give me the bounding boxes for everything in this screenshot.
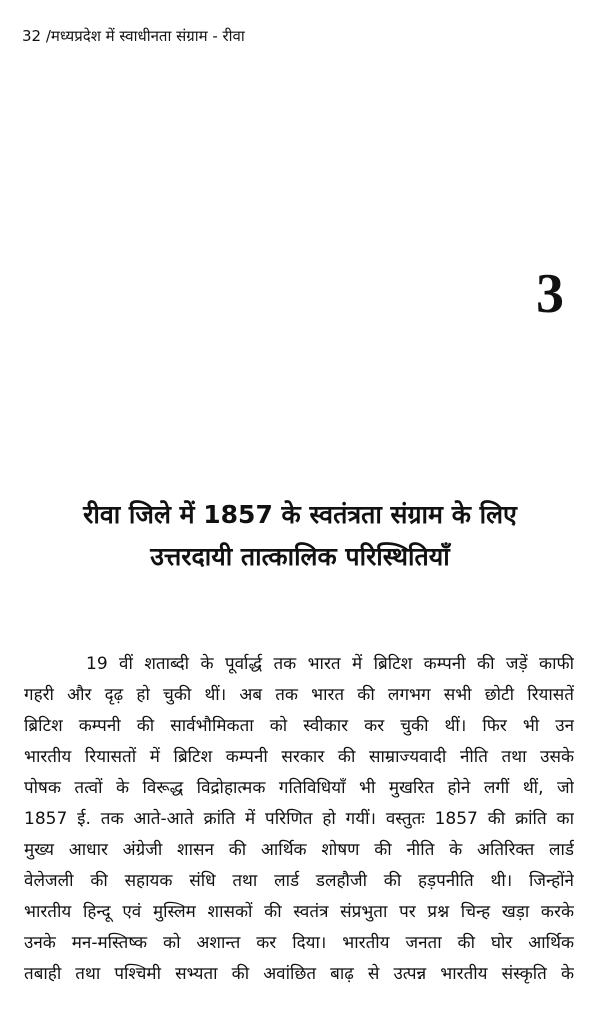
chapter-title-line: उत्तरदायी तात्कालिक परिस्थितियाँ: [150, 542, 450, 571]
chapter-title: [0, 494, 600, 578]
paragraph-line: मुख्य आधार अंग्रेजी शासन की आर्थिक शोषण की नीति के अतिरिक्त लार्ड: [24, 840, 574, 860]
chapter-number: 3: [536, 263, 564, 325]
paragraph-line: उनके मन-मस्तिष्क को अशान्त कर दिया। भारतीय जनता की घोर आर्थिक: [24, 933, 574, 953]
paragraph-line: पोषक तत्वों के विरूद्ध विद्रोहात्मक गतिविधियाँ भी मुखरित होने लगीं थीं, जो: [24, 778, 574, 798]
paragraph-line: भारतीय हिन्दू एवं मुस्लिम शासकों की स्वतंत्र संप्रभुता पर प्रश्न चिन्ह खड़ा करके: [24, 902, 574, 922]
chapter-title-line: रीवा जिले में 1857 के स्वतंत्रता संग्राम के लिए: [83, 500, 517, 529]
paragraph-line: तबाही तथा पश्चिमी सभ्यता की अवांछित बाढ़ से उत्पन्न भारतीय संस्कृति के: [24, 964, 574, 984]
paragraph-line: वेलेजली की सहायक संधि तथा लार्ड डलहौजी की हड़पनीति थी। जिन्होंने: [24, 871, 574, 891]
paragraph-line: ब्रिटिश कम्पनी की सार्वभौमिकता को स्वीकार कर चुकी थीं। फिर भी उन: [24, 716, 574, 736]
paragraph-line: 1857 ई. तक आते-आते क्रांति में परिणित हो गयीं। वस्तुतः 1857 की क्रांति का: [24, 809, 574, 829]
body-paragraph: [24, 649, 574, 990]
paragraph-line: भारतीय रियासतों में ब्रिटिश कम्पनी सरकार की साम्राज्यवादी नीति तथा उसके: [24, 747, 574, 767]
paragraph-line: गहरी और दृढ़ हो चुकी थीं। अब तक भारत की लगभग सभी छोटी रियासतें: [24, 685, 574, 705]
paragraph-line: 19 वीं शताब्दी के पूर्वार्द्ध तक भारत में ब्रिटिश कम्पनी की जड़ें काफी: [86, 654, 574, 674]
running-header: 32 /मध्यप्रदेश में स्वाधीनता संग्राम - रीवा: [22, 27, 245, 45]
